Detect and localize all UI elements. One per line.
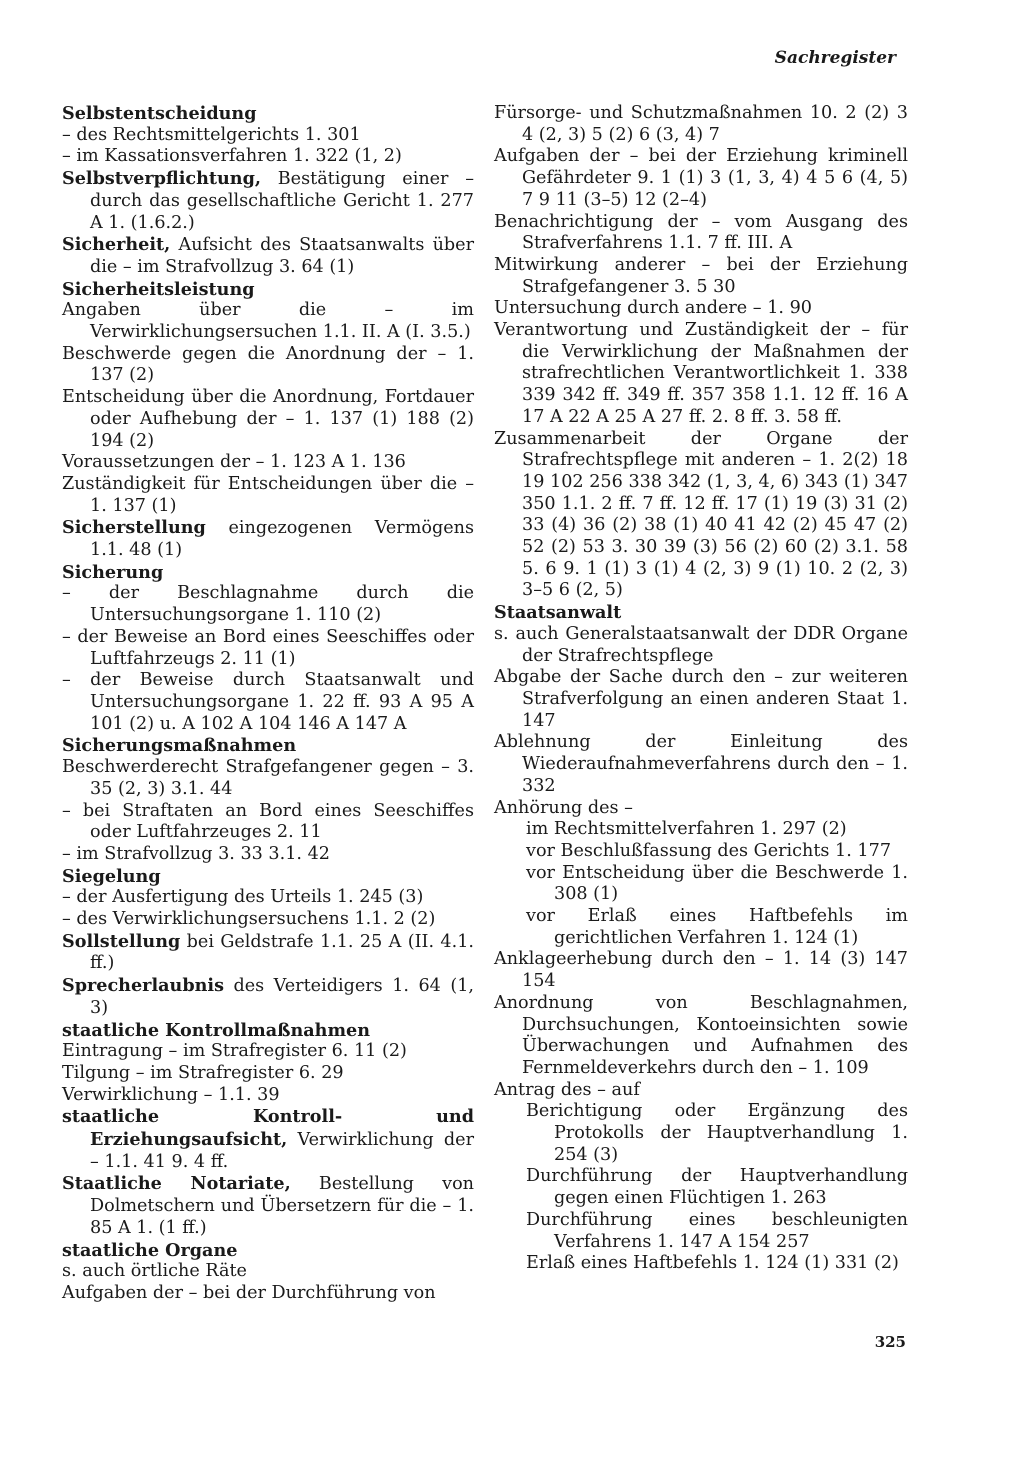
index-keyword: Staatliche Notariate,: [62, 1173, 291, 1195]
right-column: [494, 103, 908, 1275]
index-entry: Antrag des – auf: [494, 1079, 640, 1100]
index-keyword: staatliche Kontroll- und Erziehungsaufsicht,: [62, 1106, 474, 1151]
index-entry: Durchführung der Hauptverhandlung gegen einen Flüchtigen 1. 263: [526, 1166, 908, 1209]
index-entry: s. auch örtliche Räte: [62, 1261, 247, 1282]
index-heading: staatliche Kontrollmaßnahmen: [62, 1019, 371, 1041]
index-entry: Angaben über die – im Verwirklichungsersuchen 1.1. II. A (I. 3.5.): [62, 300, 474, 343]
index-locators: eingezogenen Vermögens 1.1. 48 (1): [90, 518, 474, 561]
index-entry: – der Beweise durch Staatsanwalt und Untersuchungsorgane 1. 22 ff. 93 A 95 A 101 (2) u. A 102 A 104 146 A 147 A: [62, 670, 474, 734]
index-entry: – der Beschlagnahme durch die Untersuchungsorgane 1. 110 (2): [62, 583, 474, 626]
index-keyword: Sicherheit,: [62, 234, 171, 256]
index-heading: Sicherung: [62, 561, 164, 583]
index-entry: s. auch Generalstaatsanwalt der DDR Organe der Strafrechtspflege: [494, 623, 908, 666]
page-number: 325: [874, 1333, 906, 1351]
index-entry: – im Strafvollzug 3. 33 3.1. 42: [62, 843, 330, 864]
index-entry: Aufgaben der – bei der Erziehung kriminell Gefährdeter 9. 1 (1) 3 (1, 3, 4) 4 5 6 (4, 5) 7 9 11 (3–5) 12 (2–4): [494, 146, 908, 210]
index-entry: – im Kassationsverfahren 1. 322 (1, 2): [62, 146, 402, 167]
index-entry: Erlaß eines Haftbefehls 1. 124 (1) 331 (2): [526, 1253, 899, 1274]
index-entry: Verwirklichung – 1.1. 39: [62, 1084, 280, 1105]
index-entry: [62, 975, 474, 1019]
index-heading: Sicherheitsleistung: [62, 278, 255, 300]
index-entry: Beschwerderecht Strafgefangener gegen – 3. 35 (2, 3) 3.1. 44: [62, 757, 474, 799]
index-heading: Siegelung: [62, 865, 161, 887]
index-entry: Voraussetzungen der – 1. 123 A 1. 136: [62, 452, 406, 473]
index-entry: Mitwirkung anderer – bei der Erziehung Strafgefangener 3. 5 30: [494, 254, 908, 297]
index-entry: Abgabe der Sache durch den – zur weiteren Strafverfolgung an einen anderen Staat 1. 147: [494, 667, 908, 731]
index-locators: Verwirklichung der – 1.1. 41 9. 4 ff.: [90, 1130, 474, 1172]
index-entry: Untersuchung durch andere – 1. 90: [494, 298, 812, 319]
index-keyword: Sicherstellung: [62, 517, 206, 539]
index-entry: Tilgung – im Strafregister 6. 29: [62, 1062, 344, 1083]
index-entry: Entscheidung über die Anordnung, Fortdauer oder Aufhebung der – 1. 137 (1) 188 (2) 194 (2): [62, 387, 474, 451]
index-entry: vor Erlaß eines Haftbefehls im gerichtlichen Verfahren 1. 124 (1): [526, 906, 908, 948]
index-entry: – der Ausfertigung des Urteils 1. 245 (3): [62, 887, 424, 908]
index-entry: [62, 517, 474, 561]
index-heading: Staatsanwalt: [494, 602, 622, 624]
index-entry: [62, 234, 474, 278]
index-entry: – des Rechtsmittelgerichts 1. 301: [62, 124, 361, 145]
index-entry: Zuständigkeit für Entscheidungen über die – 1. 137 (1): [62, 473, 474, 516]
index-entry: vor Beschlußfassung des Gerichts 1. 177: [526, 840, 892, 861]
index-entry: [62, 168, 474, 234]
index-entry: Fürsorge- und Schutzmaßnahmen 10. 2 (2) 3 4 (2, 3) 5 (2) 6 (3, 4) 7: [494, 103, 908, 145]
index-entry: – der Beweise an Bord eines Seeschiffes oder Luftfahrzeugs 2. 11 (1): [62, 626, 474, 669]
index-entry: Benachrichtigung der – vom Ausgang des Strafverfahrens 1.1. 7 ff. III. A: [494, 211, 908, 254]
index-entry: Durchführung eines beschleunigten Verfahrens 1. 147 A 154 257: [526, 1209, 908, 1252]
index-heading: Sicherungsmaßnahmen: [62, 735, 297, 757]
index-keyword: Sprecherlaubnis: [62, 975, 224, 997]
index-entry: Verantwortung und Zuständigkeit der – für die Verwirklichung der Maßnahmen der strafrechtlichen Verantwortlichkeit 1. 338 339 342 ff. 349 ff. 357 358 1.1. 12 ff. 16 A 17 A 22 A 25 A 27 ff. 2. 8 ff. 3. 58 ff.: [494, 320, 908, 427]
index-locators: bei Geldstrafe 1.1. 25 A (II. 4.1. ff.): [90, 931, 474, 974]
index-keyword: Sollstellung: [62, 930, 181, 952]
index-keyword: Selbstverpflichtung,: [62, 168, 262, 190]
index-entry: im Rechtsmittelverfahren 1. 297 (2): [526, 819, 847, 840]
index-entry: Aufgaben der – bei der Durchführung von: [62, 1282, 436, 1303]
index-entry: Ablehnung der Einleitung des Wiederaufnahmeverfahrens durch den – 1. 332: [494, 732, 908, 796]
index-entry: – des Verwirklichungsersuchens 1.1. 2 (2): [62, 909, 436, 930]
index-locators: Bestellung von Dolmetschern und Übersetzern für die – 1. 85 A 1. (1 ff.): [90, 1174, 474, 1238]
index-entry: Anhörung des –: [494, 797, 633, 818]
index-entry: Eintragung – im Strafregister 6. 11 (2): [62, 1041, 407, 1062]
index-entry: [62, 931, 474, 975]
index-entry: Berichtigung oder Ergänzung des Protokolls der Hauptverhandlung 1. 254 (3): [526, 1101, 908, 1165]
left-column: [62, 103, 474, 1305]
index-entry: Zusammenarbeit der Organe der Strafrechtspflege mit anderen – 1. 2(2) 18 19 102 256 338 342 (1, 3, 4, 6) 343 (1) 347 350 1.1. 2 ff. 7 ff. 12 ff. 17 (1) 19 (3) 31 (2) 33 (4) 36 (2) 38 (1) 40 41 42 (2) 45 47 (2) 52 (2) 53 3. 30 39 (3) 56 (2) 60 (2) 3.1. 58 5. 6 9. 1 (1) 3 (1) 4 (2, 3) 9 (1) 10. 2 (2, 3) 3–5 6 (2, 5): [494, 428, 908, 601]
index-entry: Anordnung von Beschlagnahmen, Durchsuchungen, Kontoeinsichten sowie Überwachungen und Aufnahmen des Fernmeldeverkehrs durch den – 1. 109: [494, 992, 908, 1078]
running-head: Sachregister: [774, 48, 896, 68]
index-locators: Aufsicht des Staatsanwalts über die – im Strafvollzug 3. 64 (1): [90, 235, 474, 277]
index-entry: [62, 1106, 474, 1173]
index-entry: [62, 1173, 474, 1239]
index-entry: Beschwerde gegen die Anordnung der – 1. 137 (2): [62, 343, 474, 386]
index-entry: Anklageerhebung durch den – 1. 14 (3) 147 154: [494, 949, 908, 992]
index-entry: vor Entscheidung über die Beschwerde 1. 308 (1): [526, 862, 908, 905]
index-heading: staatliche Organe: [62, 1239, 238, 1261]
index-entry: – bei Straftaten an Bord eines Seeschiffes oder Luftfahrzeuges 2. 11: [62, 800, 474, 843]
index-locators: Bestätigung einer – durch das gesellschaftliche Gericht 1. 277 A 1. (1.6.2.): [90, 169, 474, 233]
index-locators: des Verteidigers 1. 64 (1, 3): [90, 976, 474, 1018]
index-heading: Selbstentscheidung: [62, 103, 257, 124]
